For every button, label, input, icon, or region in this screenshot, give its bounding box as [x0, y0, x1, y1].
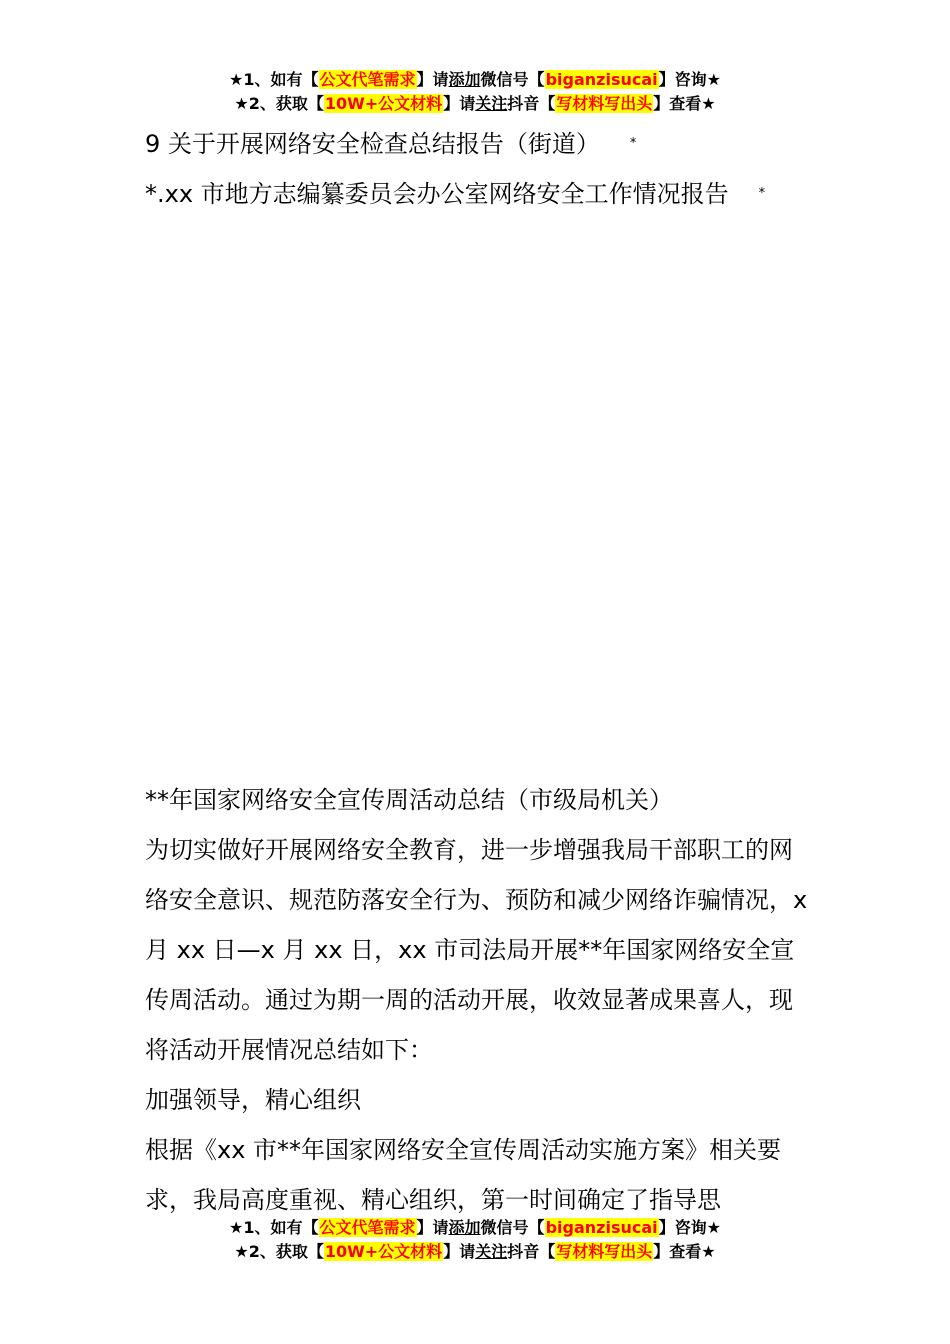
- article-intro: 为切实做好开展网络安全教育，进一步增强我局干部职工的网络安全意识、规范防落安全行为、预防和减少网络诈骗情况，x 月 xx 日—x 月 xx 日，xx 市司法局开展**年国家网络安全宣传周活动。通过为期一周的活动开展，收效显著成果喜人，现将活动开展情况总结如下：: [145, 836, 808, 1064]
- banner-douyin-account: 写材料写出头: [556, 1242, 653, 1261]
- banner-line-1: [0, 68, 950, 92]
- toc-item-1-text: 9 关于开展网络安全检查总结报告（街道）: [145, 130, 600, 158]
- banner-text: 】咨询★: [658, 1218, 721, 1237]
- footer-banner: [0, 1216, 950, 1264]
- toc-item-2-mark: *: [758, 186, 766, 201]
- banner-highlight: 10W+公文材料: [324, 94, 443, 113]
- toc-item-2-text: *.xx 市地方志编纂委员会办公室网络安全工作情况报告: [145, 180, 729, 208]
- banner-text: 】请: [416, 1218, 449, 1237]
- section-heading: 加强领导，精心组织: [145, 1086, 361, 1114]
- banner-text: 】请: [443, 94, 476, 113]
- banner-douyin-account: 写材料写出头: [556, 94, 653, 113]
- banner-highlight: 公文代笔需求: [319, 1218, 416, 1237]
- toc-item-1: [145, 128, 636, 160]
- banner-line-2: [0, 1240, 950, 1264]
- banner-text: 微信号【: [480, 70, 545, 89]
- banner-text: ★2、获取【: [234, 94, 324, 113]
- banner-wechat-id: biganzisucai: [545, 1218, 658, 1237]
- banner-text: 】查看★: [653, 1242, 716, 1261]
- banner-text: 】请: [443, 1242, 476, 1261]
- banner-text: 抖音【: [507, 1242, 556, 1261]
- banner-text: 】咨询★: [658, 70, 721, 89]
- banner-underline: 关注: [475, 1242, 508, 1261]
- banner-text: 】查看★: [653, 94, 716, 113]
- banner-text: 】请: [416, 70, 449, 89]
- banner-text: ★1、如有【: [229, 1218, 319, 1237]
- toc-item-1-mark: *: [629, 136, 637, 151]
- banner-text: ★1、如有【: [229, 70, 319, 89]
- banner-underline: 添加: [448, 1218, 481, 1237]
- banner-line-1: [0, 1216, 950, 1240]
- header-banner: [0, 68, 950, 116]
- banner-wechat-id: biganzisucai: [545, 70, 658, 89]
- banner-underline: 关注: [475, 94, 508, 113]
- banner-highlight: 10W+公文材料: [324, 1242, 443, 1261]
- banner-line-2: [0, 92, 950, 116]
- banner-text: 抖音【: [507, 94, 556, 113]
- article-body: [145, 775, 810, 1225]
- section-paragraph: 根据《xx 市**年国家网络安全宣传周活动实施方案》相关要求，我局高度重视、精心组织，第一时间确定了指导思: [145, 1136, 782, 1214]
- banner-text: ★2、获取【: [234, 1242, 324, 1261]
- article-title: **年国家网络安全宣传周活动总结（市级局机关）: [145, 786, 673, 814]
- banner-text: 微信号【: [480, 1218, 545, 1237]
- banner-highlight: 公文代笔需求: [319, 70, 416, 89]
- banner-underline: 添加: [448, 70, 481, 89]
- toc-item-2: [145, 178, 765, 210]
